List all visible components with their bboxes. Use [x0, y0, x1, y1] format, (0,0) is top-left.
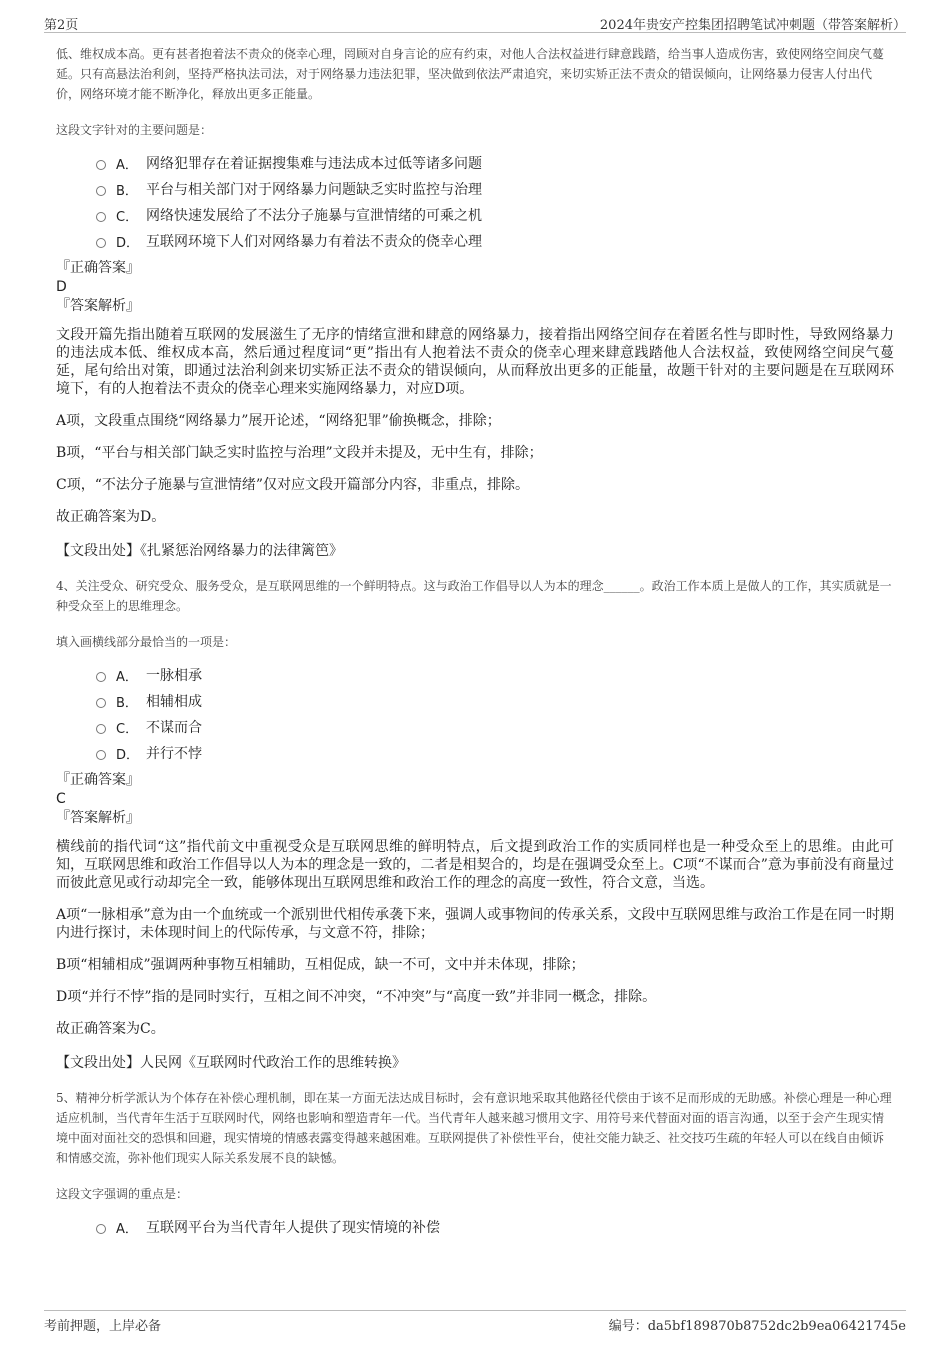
q4-options — [96, 662, 894, 766]
radio-icon[interactable] — [96, 750, 106, 760]
q3-answer: D — [56, 279, 67, 295]
q5-prompt: 这段文字强调的重点是： — [56, 1187, 189, 1201]
radio-icon[interactable] — [96, 698, 106, 708]
code-label: 编号： — [608, 1319, 648, 1334]
q3-analysis-c: C项，“不法分子施暴与宣泄情绪”仅对应文段开篇部分内容，非重点，排除。 — [56, 477, 530, 493]
radio-icon[interactable] — [96, 186, 106, 196]
q4-option-c[interactable]: C． 不谋而合 — [96, 714, 894, 740]
q5-option-a[interactable]: A． 互联网平台为当代青年人提供了现实情境的补偿 — [96, 1214, 894, 1240]
q3-prompt: 这段文字针对的主要问题是： — [56, 123, 213, 137]
footer-slogan: 考前押题，上岸必备 — [44, 1319, 162, 1334]
q4-option-d[interactable]: D． 并行不悖 — [96, 740, 894, 766]
page-footer — [44, 1310, 906, 1335]
page-number: 第2页 — [44, 18, 79, 33]
page-header — [44, 10, 906, 33]
q3-analysis-a: A项，文段重点围绕“网络暴力”展开论述，“网络犯罪”偷换概念，排除； — [56, 413, 501, 429]
q3-source: 【文段出处】《扎紧惩治网络暴力的法律篱笆》 — [56, 543, 343, 559]
q4-option-b[interactable]: B． 相辅相成 — [96, 688, 894, 714]
q3-option-d[interactable]: D． 互联网环境下人们对网络暴力有着法不责众的侥幸心理 — [96, 228, 894, 254]
code-value: da5bf189870b8752dc2b9ea06421745e — [647, 1319, 906, 1334]
radio-icon[interactable] — [96, 160, 106, 170]
radio-icon[interactable] — [96, 212, 106, 222]
q3-options — [96, 150, 894, 254]
q5-stem: 5、精神分析学派认为个体存在补偿心理机制，即在某一方面无法达成目标时，会有意识地采取其他路径代偿由于该不足而形成的无助感。补偿心理是一种心理适应机制，当代青年生活于互联网时代，网络也影响和塑造青年一代。当代青年人越来越习惯用文字、用符号来代替面对面的语言沟通，以至于会产生现实情境中面对面社交的恐惧和回避，现实情境的情感表露变得越来越困难。互联网提供了补偿性平台，使社交能力缺乏、社交技巧生疏的年轻人可以在线自由倾诉和情感交流，弥补他们现实人际关系发展不良的缺憾。 — [56, 1091, 892, 1165]
q3-analysis-label: 『答案解析』 — [56, 298, 140, 314]
radio-icon[interactable] — [96, 238, 106, 248]
q3-answer-label: 『正确答案』 — [56, 260, 140, 276]
q3-option-a[interactable]: A． 网络犯罪存在着证据搜集难与违法成本过低等诸多问题 — [96, 150, 894, 176]
q4-analysis-label: 『答案解析』 — [56, 810, 140, 826]
q4-analysis-b: B项“相辅相成”强调两种事物互相辅助，互相促成，缺一不可，文中并未体现，排除； — [56, 957, 585, 973]
q4-conclusion: 故正确答案为C。 — [56, 1021, 165, 1037]
q4-analysis-main: 横线前的指代词“这”指代前文中重视受众是互联网思维的鲜明特点，后文提到政治工作的实质同样也是一种受众至上的思维。由此可知，互联网思维和政治工作倡导以人为本的理念是一致的，二者是相契合的，均是在强调受众至上。C项“不谋而合”意为事前没有商量过而彼此意见或行动却完全一致，能够体现出互联网思维和政治工作的理念的高度一致性，符合文意，当选。 — [56, 839, 894, 891]
document-body — [56, 44, 894, 1244]
q4-prompt: 填入画横线部分最恰当的一项是： — [56, 635, 237, 649]
q3-analysis-b: B项，“平台与相关部门缺乏实时监控与治理”文段并未提及，无中生有，排除； — [56, 445, 543, 461]
q4-source: 【文段出处】人民网《互联网时代政治工作的思维转换》 — [56, 1055, 406, 1071]
radio-icon[interactable] — [96, 672, 106, 682]
q3-conclusion: 故正确答案为D。 — [56, 509, 166, 525]
q3-option-b[interactable]: B． 平台与相关部门对于网络暴力问题缺乏实时监控与治理 — [96, 176, 894, 202]
q4-analysis-d: D项“并行不悖”指的是同时实行，互相之间不冲突，“不冲突”与“高度一致”并非同一概念，排除。 — [56, 989, 657, 1005]
radio-icon[interactable] — [96, 1224, 106, 1234]
radio-icon[interactable] — [96, 724, 106, 734]
q4-answer: C — [56, 791, 66, 807]
q3-option-c[interactable]: C． 网络快速发展给了不法分子施暴与宣泄情绪的可乘之机 — [96, 202, 894, 228]
q4-answer-label: 『正确答案』 — [56, 772, 140, 788]
q3-analysis-main: 文段开篇先指出随着互联网的发展滋生了无序的情绪宣泄和肆意的网络暴力，接着指出网络空间存在着匿名性与即时性，导致网络暴力的违法成本低、维权成本高，然后通过程度词“更”指出有人抱着法不责众的侥幸心理来肆意践踏他人合法权益，致使网络空间戾气蔓延，尾句给出对策，即通过法治利剑来切实矫正法不责众的错误倾向，从而释放出更多的正能量，故题干针对的主要问题是在互联网环境下，有的人抱着法不责众的侥幸心理来实施网络暴力，对应D项。 — [56, 327, 894, 397]
q3-passage-tail: 低、维权成本高。更有甚者抱着法不责众的侥幸心理，罔顾对自身言论的应有约束，对他人合法权益进行肆意践踏，给当事人造成伤害，致使网络空间戾气蔓延。只有高悬法治利剑，坚持严格执法司法，对于网络暴力违法犯罪，坚决做到依法严肃追究，来切实矫正法不责众的错误倾向，让网络暴力侵害人付出代价，网络环境才能不断净化，释放出更多正能量。 — [56, 47, 885, 101]
document-title: 2024年贵安产控集团招聘笔试冲刺题（带答案解析） — [599, 18, 906, 33]
q4-stem: 4、关注受众、研究受众、服务受众，是互联网思维的一个鲜明特点。这与政治工作倡导以人为本的理念______。政治工作本质上是做人的工作，其实质就是一种受众至上的思维理念。 — [56, 579, 892, 613]
document-code — [609, 1315, 906, 1334]
q4-analysis-a: A项“一脉相承”意为由一个血统或一个派别世代相传承袭下来，强调人或事物间的传承关系，文段中互联网思维与政治工作是在同一时期内进行探讨，未体现时间上的代际传承，与文意不符，排除； — [56, 907, 894, 941]
q5-options — [96, 1214, 894, 1240]
q4-option-a[interactable]: A． 一脉相承 — [96, 662, 894, 688]
